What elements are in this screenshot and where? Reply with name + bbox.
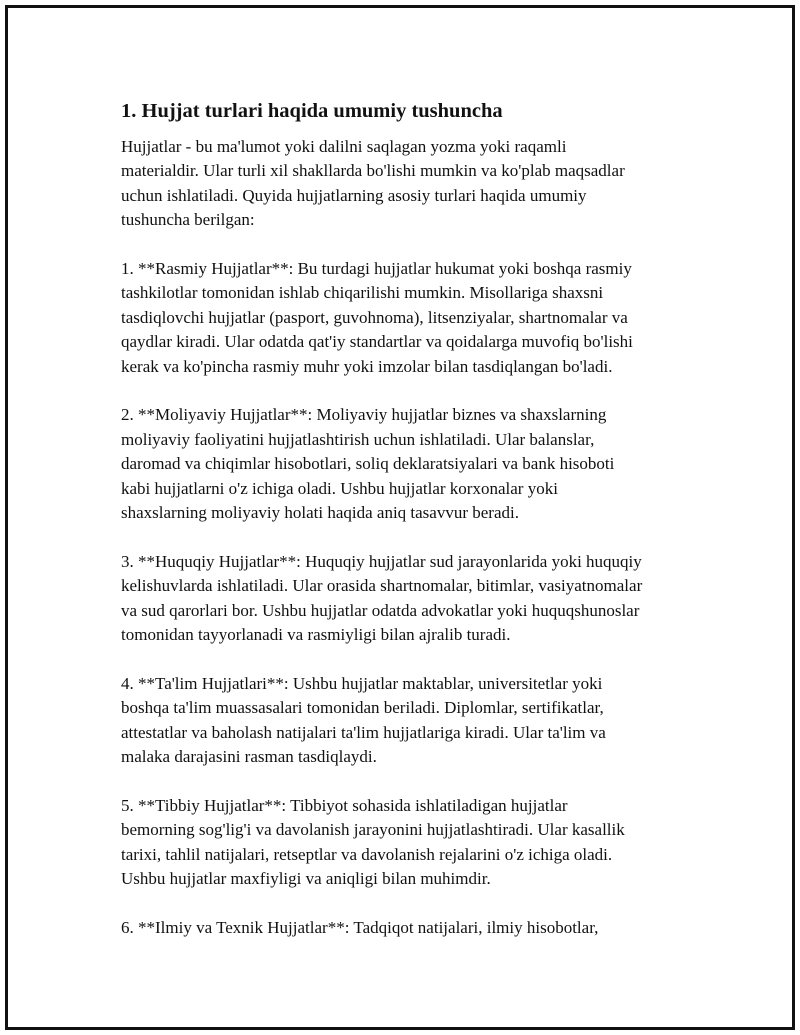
- page-frame: [5, 5, 795, 1030]
- document-body: [121, 98, 681, 965]
- paragraph-financial-documents: 2. **Moliyaviy Hujjatlar**: Moliyaviy hujjatlar biznes va shaxslarning moliyaviy faoliyatini hujjatlashtirish uchun ishlatiladi. Ular balanslar, daromad va chiqimlar hisobotlari, soliq deklaratsiyalari va bank hisoboti kabi hujjatlarni o'z ichiga oladi. Ushbu hujjatlar korxonalar yoki shaxslarning moliyaviy holati haqida aniq tasavvur beradi.: [121, 405, 615, 523]
- paragraph-medical-documents: 5. **Tibbiy Hujjatlar**: Tibbiyot sohasida ishlatiladigan hujjatlar bemorning sog'lig'i va davolanish jarayonini hujjatlashtiradi. Ular kasallik tarixi, tahlil natijalari, retseptlar va davolanish rejalarini o'z ichiga oladi. Ushbu hujjatlar maxfiyligi va aniqligi bilan muhimdir.: [121, 795, 625, 889]
- section-heading: 1. Hujjat turlari haqida umumiy tushuncha: [121, 100, 503, 122]
- paragraph-scientific-documents: 6. **Ilmiy va Texnik Hujjatlar**: Tadqiqot natijalari, ilmiy hisobotlar,: [121, 917, 599, 937]
- paragraph-legal-documents: 3. **Huquqiy Hujjatlar**: Huquqiy hujjatlar sud jarayonlarida yoki huquqiy kelishuvlarda ishlatiladi. Ular orasida shartnomalar, bitimlar, vasiyatnomalar va sud qarorlari bor. Ushbu hujjatlar odatda advokatlar yoki huquqshunoslar tomonidan tayyorlanadi va rasmiyligi bilan ajralib turadi.: [121, 551, 643, 645]
- paragraph-education-documents: 4. **Ta'lim Hujjatlari**: Ushbu hujjatlar maktablar, universitetlar yoki boshqa ta'lim muassasalari tomonidan beriladi. Diplomlar, sertifikatlar, attestatlar va baholash natijalari ta'lim hujjatlariga kiradi. Ular ta'lim va malaka darajasini rasman tasdiqlaydi.: [121, 673, 606, 767]
- intro-paragraph: Hujjatlar - bu ma'lumot yoki dalilni saqlagan yozma yoki raqamli materialdir. Ular turli xil shakllarda bo'lishi mumkin va ko'plab maqsadlar uchun ishlatiladi. Quyida hujjatlarning asosiy turlari haqida umumiy tushuncha berilgan:: [121, 137, 625, 230]
- paragraph-official-documents: 1. **Rasmiy Hujjatlar**: Bu turdagi hujjatlar hukumat yoki boshqa rasmiy tashkilotlar tomonidan ishlab chiqarilishi mumkin. Misollariga shaxsni tasdiqlovchi hujjatlar (pasport, guvohnoma), litsenziyalar, shartnomalar va qaydlar kiradi. Ular odatda qat'iy standartlar va qoidalarga muvofiq bo'lishi kerak va ko'pincha rasmiy muhr yoki imzolar bilan tasdiqlangan bo'ladi.: [121, 259, 633, 376]
